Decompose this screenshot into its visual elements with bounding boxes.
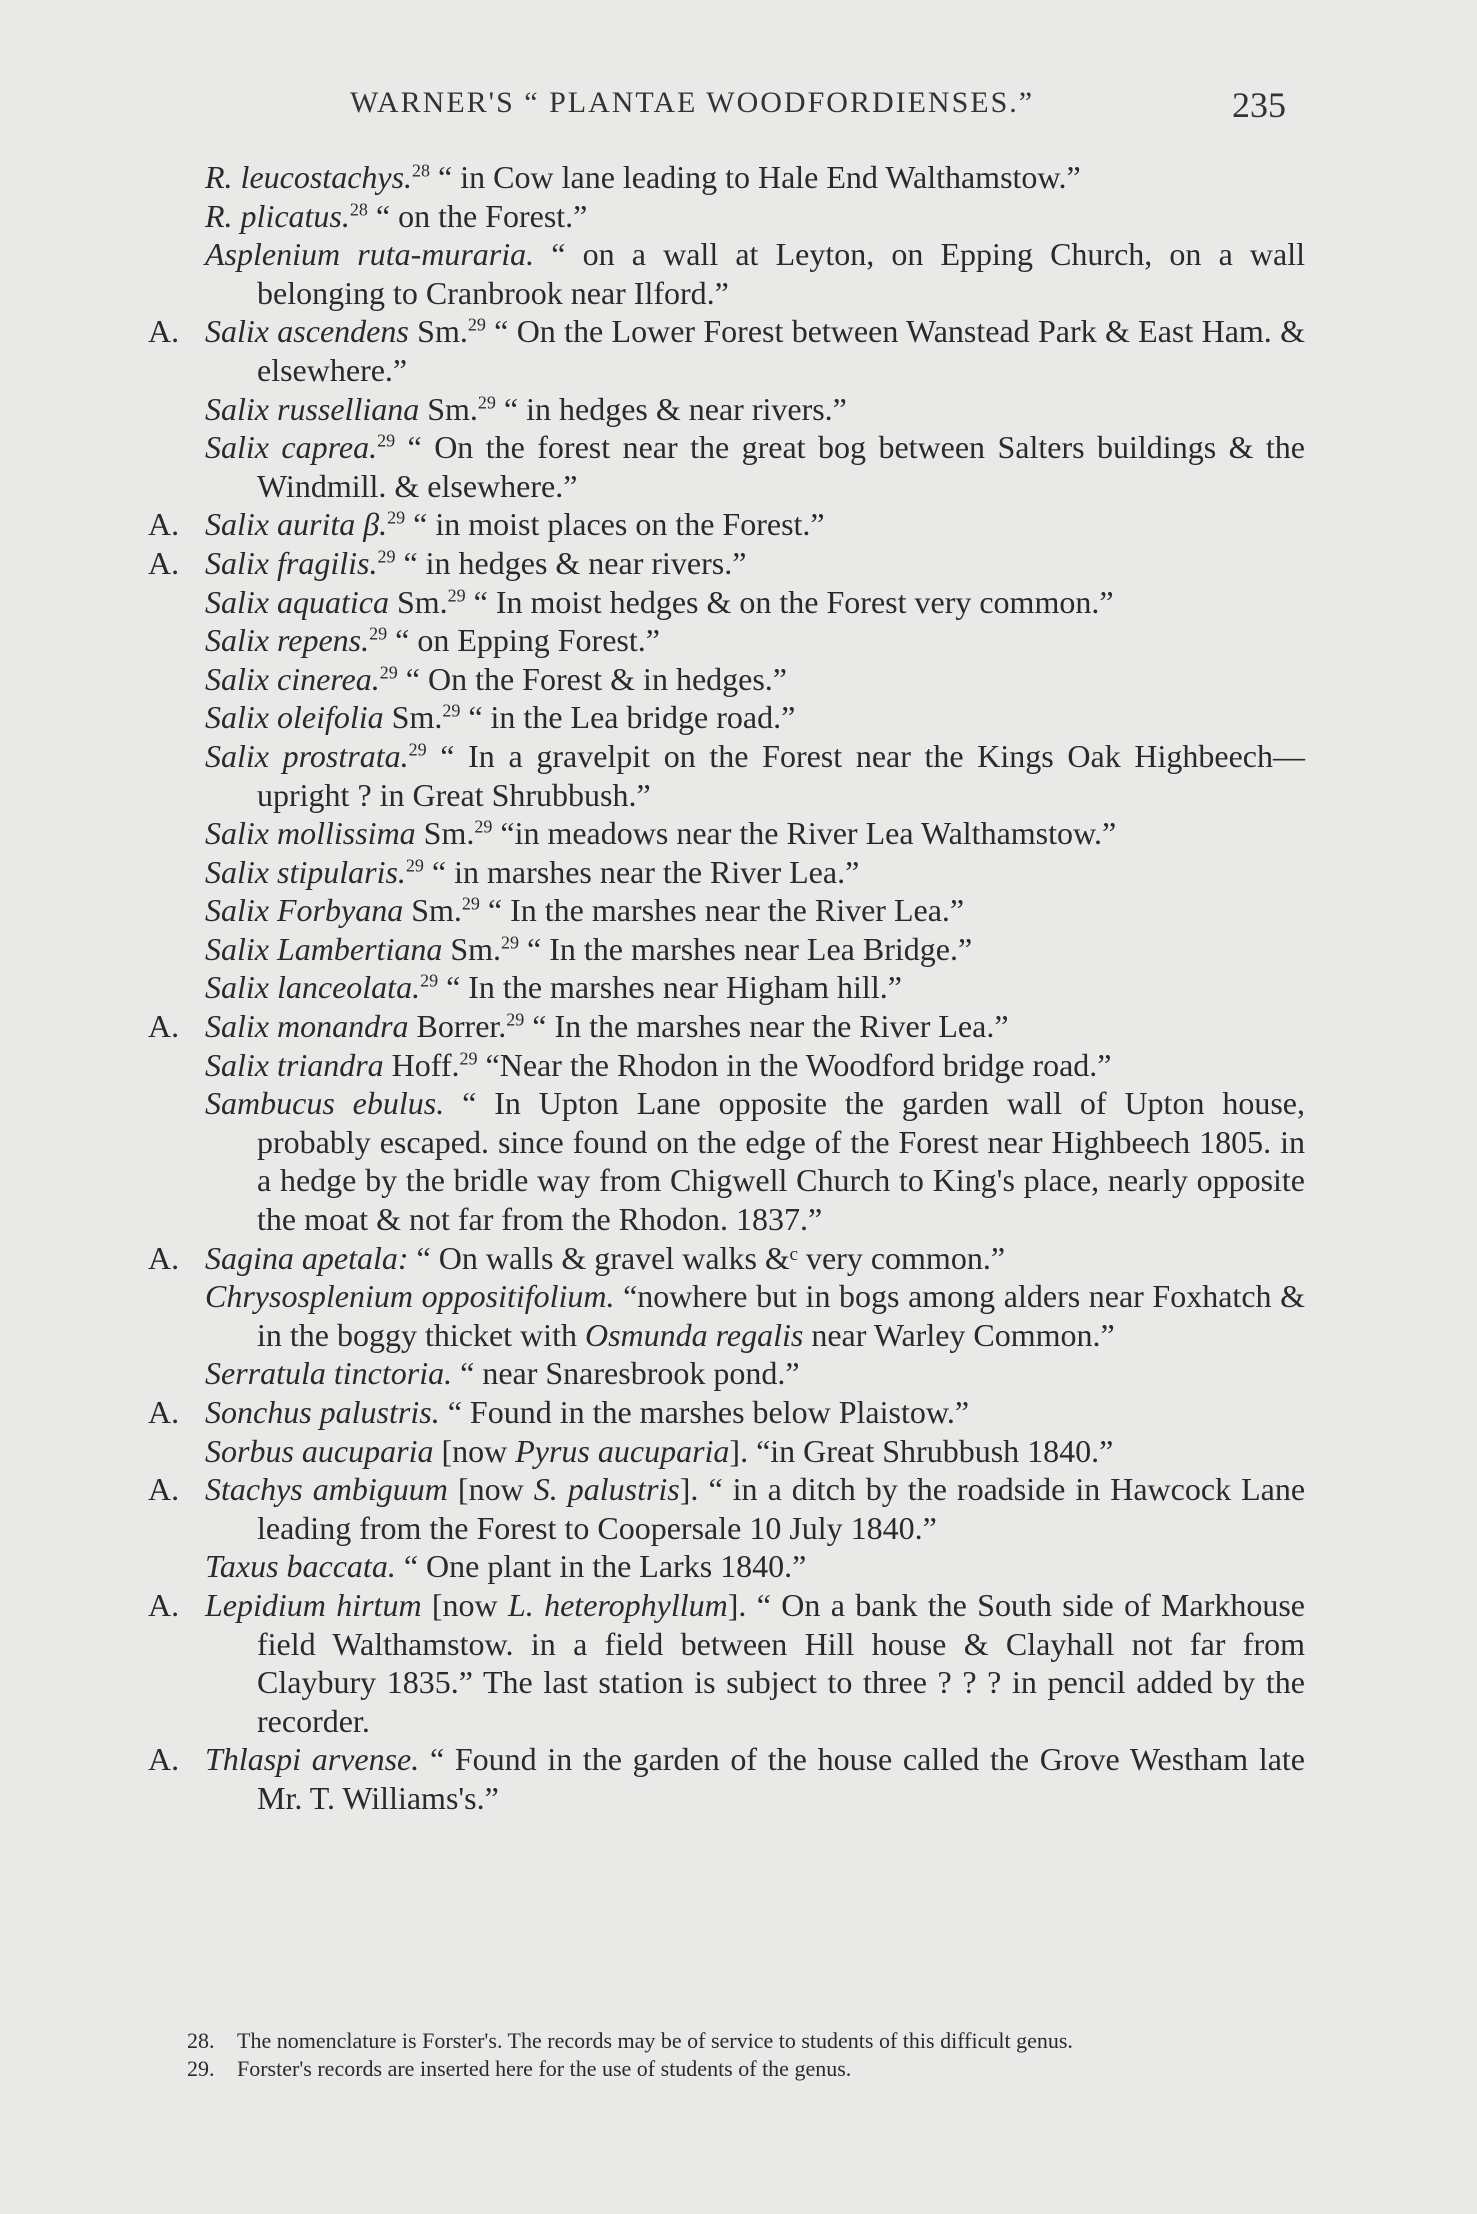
record-text: “ In the marshes near the River Lea.” (479, 892, 965, 929)
species-entry (148, 1007, 1305, 1046)
entry-marker: A. (148, 1239, 180, 1276)
species-name: Salix fragilis. (205, 544, 378, 581)
species-name: Sonchus palustris. (205, 1394, 440, 1430)
species-entry (148, 1239, 1305, 1278)
footnote-ref: 29 (461, 893, 480, 914)
species-entry (205, 197, 1305, 236)
record-text: “ in hedges & near rivers.” (395, 544, 747, 581)
authority: [now (433, 1432, 516, 1469)
species-entry (205, 853, 1305, 892)
species-name: Salix Lambertiana (205, 930, 443, 967)
species-entry (205, 660, 1305, 699)
footnote-number: 28. (187, 2028, 215, 2053)
authority: Sm. (415, 815, 475, 852)
species-name: Salix ascendens (205, 313, 409, 350)
species-name: Sambucus ebulus. (205, 1085, 445, 1122)
species-name: Salix aquatica (205, 583, 389, 620)
entry-marker: A. (148, 1008, 180, 1045)
species-entry (205, 968, 1305, 1007)
species-name: Salix lanceolata. (205, 969, 421, 1006)
record-text: near Warley Common.” (803, 1316, 1115, 1353)
record-text: ]. “in Great Shrubbush 1840.” (729, 1432, 1114, 1469)
species-name: R. plicatus. (205, 197, 350, 234)
species-name: Asplenium ruta-muraria. (205, 236, 535, 273)
species-name: R. leucostachys. (205, 159, 413, 195)
species-name-alt: Osmunda regalis (584, 1316, 804, 1353)
species-name: Taxus baccata. (205, 1548, 396, 1585)
species-name: Salix oleifolia (205, 699, 384, 736)
record-text: “ near Snaresbrook pond.” (452, 1355, 800, 1392)
footnote-ref: 29 (377, 430, 396, 451)
species-name: Salix repens. (205, 622, 370, 659)
record-text: “Near the Rhodon in the Woodford bridge road.” (477, 1046, 1112, 1083)
species-name: Salix triandra (205, 1046, 384, 1083)
species-name-alt: Pyrus aucuparia (515, 1432, 730, 1469)
species-entry (205, 428, 1305, 505)
record-text: “in meadows near the River Lea Walthamstow.” (492, 815, 1117, 852)
species-entry (205, 1084, 1305, 1238)
entry-marker: A. (148, 1394, 180, 1430)
running-head: WARNER'S “ PLANTAE WOODFORDIENSES.” (350, 86, 1035, 119)
species-entry (205, 891, 1305, 930)
species-entry (148, 544, 1305, 583)
footnote-ref: 29 (379, 662, 398, 683)
species-entry (205, 698, 1305, 737)
species-entry (205, 1432, 1305, 1471)
species-entry (205, 621, 1305, 660)
species-entry (205, 814, 1305, 853)
species-name: Salix mollissima (205, 815, 416, 852)
record-text: ]. “ On a bank the South side of Markhouse field Walthamstow. in a field between Hill house & Clayhall not far from Claybury 1835.” The last station is subject to three ? ? ? in pencil added by the recorder. (257, 1586, 1306, 1739)
record-text: “ in moist places on the Forest.” (405, 506, 825, 543)
species-name-alt: L. heterophyllum (507, 1586, 728, 1623)
species-entry (205, 1547, 1305, 1586)
species-entry (148, 1470, 1306, 1547)
species-name: Stachys ambiguum (205, 1471, 448, 1508)
authority: Hoff. (383, 1046, 460, 1083)
species-entry (205, 390, 1305, 429)
record-text: “ Found in the garden of the house called the Grove Westham late Mr. T. Williams's.” (257, 1741, 1306, 1816)
footnote-ref: 29 (387, 507, 406, 528)
record-text: “ in hedges & near rivers.” (495, 390, 847, 427)
footnote-text: Forster's records are inserted here for the use of students of the genus. (237, 2056, 852, 2081)
footnote-number: 29. (187, 2056, 215, 2081)
footnotes (160, 2027, 1300, 2083)
species-name: Salix cinerea. (205, 660, 380, 697)
record-text: “ In Upton Lane opposite the garden wall of Upton house, probably escaped. since found on the edge of the Forest near Highbeech 1805. in a hedge by the bridle way from Chigwell Church to King's place, nearly opposite the moat & not far from the Rhodon. 1837.” (257, 1085, 1305, 1238)
species-name: Sagina apetala: (205, 1239, 409, 1276)
record-text: “ On walls & gravel walks &ᶜ very common.” (408, 1239, 1006, 1276)
record-text: “ In a gravelpit on the Forest near the Kings Oak Highbeech—upright ? in Great Shrubbush.” (257, 737, 1306, 813)
footnote-ref: 29 (405, 855, 424, 876)
footnote-ref: 29 (442, 700, 461, 721)
record-text: “ In the marshes near the River Lea.” (524, 1008, 1009, 1045)
species-name: Sorbus aucuparia (205, 1432, 434, 1469)
footnote-ref: 29 (420, 970, 439, 991)
species-entry (148, 1393, 1305, 1432)
species-entry (205, 235, 1305, 312)
page-header (0, 78, 1477, 138)
record-text: “ on a wall at Leyton, on Epping Church, on a wall belonging to Cranbrook near Ilford.” (257, 236, 1305, 311)
page-number: 235 (1232, 85, 1286, 125)
footnote-ref: 29 (474, 816, 493, 837)
species-name: Salix caprea. (205, 429, 378, 466)
species-entry (148, 312, 1306, 389)
authority: Sm. (408, 313, 468, 350)
record-text: “ in the Lea bridge road.” (460, 699, 796, 736)
footnote-ref: 28 (412, 160, 431, 181)
authority: Sm. (388, 583, 448, 620)
species-name-alt: S. palustris (533, 1471, 680, 1508)
footnote-ref: 29 (377, 546, 396, 567)
species-entry (205, 1277, 1305, 1354)
record-text: “ On the Lower Forest between Wanstead Park & East Ham. & elsewhere.” (257, 313, 1306, 388)
record-text: “nowhere but in bogs among alders near Foxhatch & in the boggy thicket with (257, 1278, 1305, 1353)
entry-marker: A. (148, 506, 180, 543)
species-name: Salix prostrata. (205, 737, 409, 774)
species-entry (148, 505, 1305, 544)
species-entry (148, 1586, 1306, 1740)
footnote-text: The nomenclature is Forster's. The records may be of service to students of this difficult genus. (237, 2028, 1073, 2053)
footnote-ref: 29 (467, 314, 486, 335)
record-text: ]. “ in a ditch by the roadside in Hawcock Lane leading from the Forest to Coopersale 10 July 1840.” (257, 1471, 1306, 1546)
authority: Sm. (403, 892, 462, 929)
record-text: “ In moist hedges & on the Forest very common.” (465, 583, 1114, 620)
species-name: Salix monandra (205, 1008, 409, 1045)
footnote-ref: 29 (477, 391, 496, 412)
species-entry (205, 1046, 1305, 1085)
footnote-ref: 29 (408, 739, 427, 760)
record-text: “ On the Forest & in hedges.” (397, 660, 787, 697)
species-entry (205, 737, 1305, 814)
species-name: Salix stipularis. (205, 853, 406, 890)
species-entry (205, 1354, 1305, 1393)
authority: [now (447, 1471, 534, 1508)
entry-marker: A. (148, 544, 180, 581)
record-text: “ In the marshes near Higham hill.” (438, 969, 902, 1006)
record-text: “ In the marshes near Lea Bridge.” (519, 930, 973, 967)
footnote-ref: 28 (349, 198, 368, 219)
footnote-ref: 29 (369, 623, 388, 644)
species-entry (205, 158, 1305, 197)
footnote (160, 2027, 1300, 2055)
species-list (148, 158, 1306, 1818)
species-name: Lepidium hirtum (205, 1586, 422, 1623)
authority: Sm. (383, 699, 443, 736)
record-text: “ in Cow lane leading to Hale End Walthamstow.” (430, 159, 1081, 195)
footnote-ref: 29 (501, 932, 520, 953)
authority: Sm. (419, 390, 478, 427)
species-name: Salix russelliana (205, 390, 420, 427)
species-name: Serratula tinctoria. (205, 1355, 453, 1392)
footnote-ref: 29 (447, 584, 466, 605)
record-text: “ in marshes near the River Lea.” (423, 853, 860, 890)
species-name: Salix aurita β. (205, 506, 388, 543)
authority: Borrer. (408, 1008, 507, 1045)
record-text: “ On the forest near the great bog between Salters buildings & the Windmill. & elsewhere.” (257, 429, 1306, 504)
entry-marker: A. (148, 1741, 180, 1778)
record-text: “ on the Forest.” (367, 197, 588, 234)
entry-marker: A. (148, 1471, 180, 1508)
species-entry (205, 583, 1305, 622)
record-text: “ One plant in the Larks 1840.” (395, 1548, 807, 1585)
species-name: Salix Forbyana (205, 892, 404, 929)
species-name: Thlaspi arvense. (205, 1741, 420, 1778)
footnote-ref: 29 (459, 1048, 478, 1068)
record-text: “ on Epping Forest.” (387, 622, 660, 659)
entry-marker: A. (148, 1586, 180, 1623)
record-text: “ Found in the marshes below Plaistow.” (439, 1394, 970, 1430)
footnote (160, 2055, 1300, 2083)
authority: Sm. (442, 930, 502, 967)
species-entry (205, 930, 1305, 969)
species-entry (148, 1740, 1306, 1817)
entry-marker: A. (148, 313, 180, 350)
authority: [now (421, 1586, 508, 1623)
species-name: Chrysosplenium oppositifolium. (205, 1278, 615, 1315)
footnote-ref: 29 (506, 1009, 525, 1030)
